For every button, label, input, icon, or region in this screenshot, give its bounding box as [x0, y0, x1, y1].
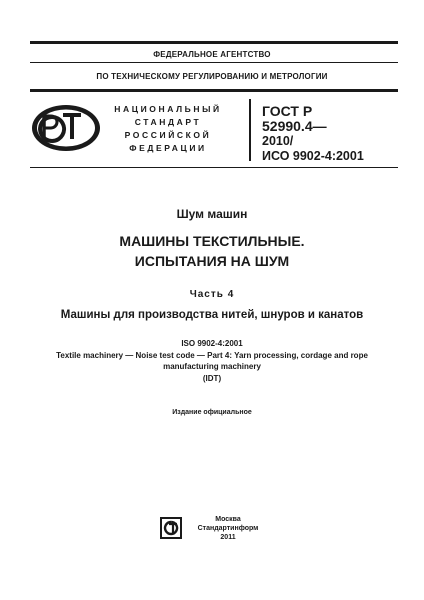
- english-title-line-2: manufacturing machinery: [163, 362, 261, 371]
- designation-line-1: ГОСТ Р: [262, 103, 313, 119]
- main-title-line-2: ИСПЫТАНИЯ НА ШУМ: [134, 253, 290, 269]
- english-title-line-1: Textile machinery — Noise test code — Part 4: Yarn processing, cordage and rope: [56, 351, 368, 360]
- national-standard-line-4: ФЕДЕРАЦИИ: [129, 143, 207, 153]
- publisher-name: Стандартинформ: [197, 525, 259, 532]
- designation-line-3: 2010/: [262, 134, 294, 148]
- publisher-year: 2011: [220, 534, 236, 541]
- agency-line-1: ФЕДЕРАЛЬНОЕ АГЕНТСТВО: [153, 50, 271, 59]
- publisher-city: Москва: [215, 516, 241, 523]
- publisher-logo: [160, 517, 182, 539]
- publisher-block: [188, 515, 268, 542]
- rst-logo: [30, 103, 102, 153]
- part-title: Машины для производства нитей, шнуров и канатов: [60, 309, 364, 321]
- iso-code: ISO 9902-4:2001: [181, 339, 243, 348]
- edition-label: Издание официальное: [172, 409, 252, 416]
- national-standard-block: [108, 103, 228, 155]
- designation-line-2: 52990.4—: [262, 118, 327, 134]
- national-standard-line-1: НАЦИОНАЛЬНЫЙ: [114, 104, 222, 114]
- vertical-divider: [249, 99, 251, 161]
- agency-line-2: ПО ТЕХНИЧЕСКОМУ РЕГУЛИРОВАНИЮ И МЕТРОЛОГИИ: [96, 72, 328, 81]
- part-number: Часть 4: [189, 289, 235, 300]
- designation-line-4: ИСО 9902-4:2001: [262, 149, 364, 163]
- top-rule-1: [30, 41, 398, 44]
- main-title-line-1: МАШИНЫ ТЕКСТИЛЬНЫЕ.: [119, 233, 305, 249]
- national-standard-line-2: СТАНДАРТ: [134, 117, 202, 127]
- topic: Шум машин: [176, 207, 248, 221]
- gost-designation: [262, 104, 402, 164]
- national-standard-line-3: РОССИЙСКОЙ: [124, 130, 212, 140]
- top-rule-3: [30, 89, 398, 92]
- middle-rule: [30, 167, 398, 168]
- top-rule-2: [30, 62, 398, 63]
- idt-marker: (IDT): [202, 374, 222, 383]
